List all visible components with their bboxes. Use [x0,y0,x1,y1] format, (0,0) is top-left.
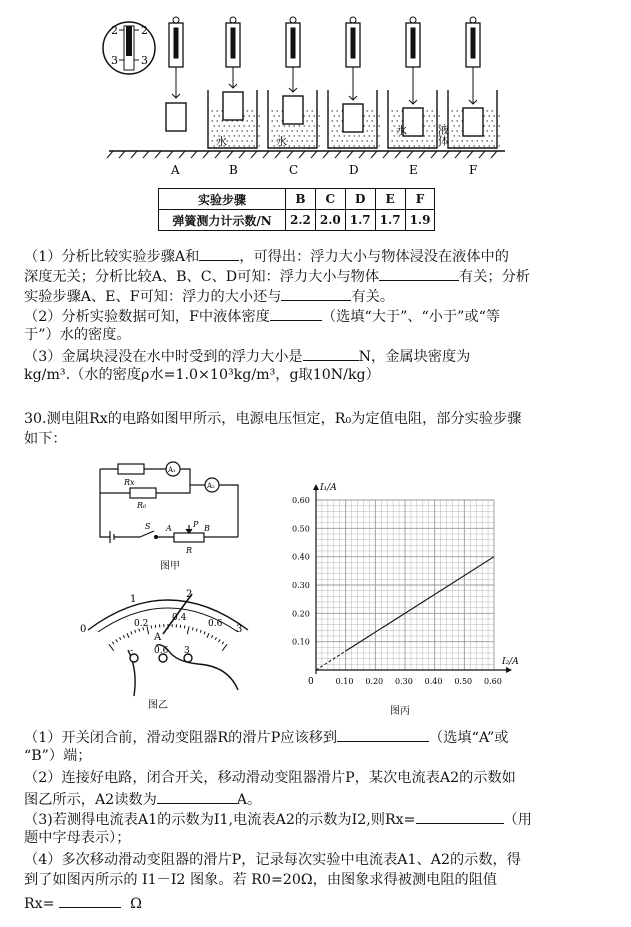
q30-p3-line-1: （3)若测得电流表A1的示数为I1,电流表A2的示数为I2,则Rx= （用 [24,809,532,829]
q29-line-1: （1）分析比较实验步骤A和 ，可得出：浮力大小与物体浸没在液体中的 [24,246,509,266]
spring-scale [226,17,240,88]
svg-text:2: 2 [141,24,148,37]
svg-text:0: 0 [80,624,87,635]
spring-scale [466,17,480,104]
q30-intro-1: 30.测电阻Rx的电路如图甲所示，电源电压恒定，R₀为定值电阻，部分实验步骤 [24,411,522,427]
y-tick-label: 0.20 [292,609,310,619]
svg-text:1: 1 [130,594,137,605]
svg-text:A₂: A₂ [207,482,215,490]
q29-line-4: （2）分析实验数据可知，F中液体密度 （选填“大于”、“小于”或“等 [24,306,500,326]
x-axis-label: I₂/A [502,657,519,667]
svg-text:B: B [204,524,210,533]
data-table [158,188,435,231]
svg-text:0.6: 0.6 [154,646,169,656]
q30-p4-line-1: （4）多次移动滑动变阻器的滑片P，记录每次实验中电流表A1、A2的示数，得 [24,852,521,868]
label-E: E [409,163,418,177]
svg-text:水: 水 [276,135,287,148]
x-tick-label: 0.40 [424,677,443,686]
q29-line-6: （3）金属块浸没在水中时受到的浮力大小是 N，金属块密度为 [24,346,470,366]
y-tick-label: 0.10 [292,637,310,647]
svg-text:2: 2 [186,589,193,600]
svg-text:0.6: 0.6 [208,619,223,629]
svg-text:R₀: R₀ [137,501,147,510]
q30-p2-line-2: 图乙所示，A2读数为 A。 [24,789,261,809]
svg-text:3: 3 [111,54,118,67]
y-tick-label: 0.60 [292,496,310,505]
circuit-diagram [90,455,260,575]
svg-text:2: 2 [111,24,118,37]
q29-line-3: 实验步骤A、E、F可知：浮力的大小还与 有关。 [24,286,394,306]
svg-text:0.2: 0.2 [134,619,149,629]
ammeter-diagram [68,580,268,710]
label-B: B [229,163,238,177]
y-axis-label: I₁/A [320,483,337,493]
table-row-label: 弹簧测力计示数/N [159,210,286,231]
series-line [346,557,494,651]
svg-text:S: S [145,522,151,531]
y-tick-label: 0.50 [292,524,310,534]
svg-text:水: 水 [216,135,227,148]
y-tick-label: 0.40 [292,552,310,562]
svg-text:R: R [186,546,193,555]
label-C: C [289,163,299,177]
svg-text:Rx: Rx [124,478,135,487]
x-tick-label: 0.20 [365,677,384,686]
q30-intro-2: 如下： [24,431,67,447]
q30-p1-line-1: （1）开关闭合前，滑动变阻器R的滑片P应该移到 （选填“A”或 [24,727,508,747]
q29-line-2: 深度无关；分析比较A、B、C、D可知：浮力大小与物体 有关；分析 [24,266,530,286]
spring-scale [346,17,360,100]
q30-p1-line-2: “B”）端； [24,748,92,764]
scale-magnifier [103,22,155,74]
table-row: 实验步骤 B C D E F [159,189,435,210]
y-tick-label: 0.30 [292,581,310,590]
i1-i2-chart [290,478,520,718]
x-tick-label: 0.30 [395,677,413,686]
fig-bing-caption: 图丙 [390,706,410,717]
spring-scale [406,17,420,104]
table-header-cell: 实验步骤 [159,189,286,210]
origin-label: 0 [308,677,314,687]
label-A: A [171,163,180,177]
svg-text:0.4: 0.4 [172,613,187,623]
svg-text:-: - [130,646,134,656]
svg-text:3: 3 [141,54,148,67]
x-tick-label: 0.50 [454,677,473,686]
svg-text:液体: 液体 [436,124,450,146]
svg-text:3: 3 [184,646,190,656]
svg-text:A: A [166,524,172,533]
fig-jia-caption: 图甲 [160,561,180,572]
buoyancy-experiment-figure [95,8,515,180]
q30-p3-line-2: 题中字母表示）； [24,830,131,846]
svg-text:P: P [193,520,199,529]
svg-text:3: 3 [236,624,243,635]
fig-yi-caption: 图乙 [148,700,168,710]
table-row: 弹簧测力计示数/N 2.2 2.0 1.7 1.7 1.9 [159,210,435,231]
svg-text:A: A [154,632,162,643]
q29-line-5: 于”）水的密度。 [24,327,131,343]
series-line-dashed [316,651,346,670]
q30-p2-line-1: （2）连接好电路，闭合开关，移动滑动变阻器滑片P，某次电流表A2的示数如 [24,770,516,786]
svg-text:A₁: A₁ [168,466,176,474]
x-tick-label: 0.60 [484,677,502,686]
q29-line-7: kg/m³.（水的密度ρ水=1.0×10³kg/m³，g取10N/kg） [24,367,380,383]
q30-p4-line-3: Rx= Ω [24,893,142,913]
x-tick-label: 0.10 [335,677,354,686]
q30-p4-line-2: 到了如图丙所示的 I1－I2 图象。若 R0=20Ω，由图象求得被测电阻的阻值 [24,872,498,888]
svg-text:水: 水 [396,124,407,137]
spring-scale [286,17,300,92]
spring-scale [169,17,183,98]
label-D: D [349,163,359,177]
label-F: F [469,163,478,177]
